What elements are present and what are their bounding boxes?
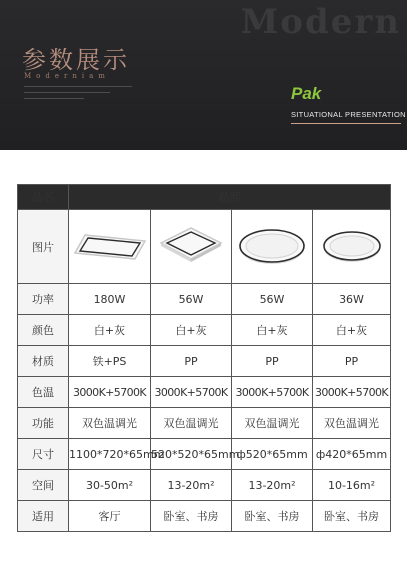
table-cell: 30-50m² <box>69 470 151 501</box>
table-cell: 13-20m² <box>151 470 232 501</box>
rectangular-ceiling-light-icon <box>73 228 147 266</box>
image-cell <box>313 210 391 284</box>
row-label: 空间 <box>18 470 69 501</box>
table-cell: 双色温调光 <box>69 408 151 439</box>
banner-watermark-text: Modern <box>240 2 401 42</box>
banner-divider <box>24 98 84 99</box>
row-label: 颜色 <box>18 315 69 346</box>
table-cell: 卧室、书房 <box>313 501 391 532</box>
table-cell: 10-16m² <box>313 470 391 501</box>
image-cell <box>232 210 313 284</box>
table-cell: 双色温调光 <box>313 408 391 439</box>
table-cell: 卧室、书房 <box>151 501 232 532</box>
table-cell: 3000K+5700K <box>151 377 232 408</box>
table-cell: 白+灰 <box>151 315 232 346</box>
row-label: 适用 <box>18 501 69 532</box>
image-cell <box>69 210 151 284</box>
table-cell: 3000K+5700K <box>69 377 151 408</box>
table-cell: 双色温调光 <box>151 408 232 439</box>
table-cell: ф520*65mm <box>232 439 313 470</box>
table-cell: 铁+PS <box>69 346 151 377</box>
banner-divider <box>24 92 110 93</box>
table-cell: 1100*720*65mm <box>69 439 151 470</box>
table-cell: 56W <box>151 284 232 315</box>
table-row-color <box>18 315 391 346</box>
round-ceiling-light-icon <box>237 226 307 268</box>
table-cell: 520*520*65mm <box>151 439 232 470</box>
table-row-image <box>18 210 391 284</box>
banner-subtitle: Moderniam <box>24 72 110 80</box>
table-row-power <box>18 284 391 315</box>
table-cell: PP <box>151 346 232 377</box>
row-label: 尺寸 <box>18 439 69 470</box>
table-cell: 白+灰 <box>232 315 313 346</box>
table-header-row <box>18 185 391 210</box>
table-row-color-temperature <box>18 377 391 408</box>
table-cell: 3000K+5700K <box>232 377 313 408</box>
table-row-size <box>18 439 391 470</box>
image-cell <box>151 210 232 284</box>
header-product-cell: 晶熙 <box>69 185 391 210</box>
row-label: 功能 <box>18 408 69 439</box>
table-cell: 白+灰 <box>313 315 391 346</box>
table-cell: 3000K+5700K <box>313 377 391 408</box>
page-title: 参数展示 <box>22 46 130 74</box>
brand-caption: SITUATIONAL PRESENTATION <box>291 110 406 119</box>
table-cell: ф420*65mm <box>313 439 391 470</box>
row-label: 功率 <box>18 284 69 315</box>
brand-underline <box>291 123 401 124</box>
square-ceiling-light-icon <box>159 226 223 268</box>
brand-logo: Pak <box>291 84 322 103</box>
parameter-table <box>17 184 391 532</box>
table-cell: 36W <box>313 284 391 315</box>
row-label: 图片 <box>18 210 69 284</box>
table-row-application <box>18 501 391 532</box>
table-cell: 卧室、书房 <box>232 501 313 532</box>
table-cell: 180W <box>69 284 151 315</box>
table-cell: 白+灰 <box>69 315 151 346</box>
table-cell: 56W <box>232 284 313 315</box>
table-cell: PP <box>313 346 391 377</box>
banner <box>0 0 407 150</box>
row-label: 色温 <box>18 377 69 408</box>
table-cell: PP <box>232 346 313 377</box>
table-row-material <box>18 346 391 377</box>
header-label-cell: 品名 <box>18 185 69 210</box>
table-row-function <box>18 408 391 439</box>
round-ceiling-light-small-icon <box>320 228 384 266</box>
table-cell: 双色温调光 <box>232 408 313 439</box>
row-label: 材质 <box>18 346 69 377</box>
table-cell: 客厅 <box>69 501 151 532</box>
table-cell: 13-20m² <box>232 470 313 501</box>
banner-divider <box>24 86 132 87</box>
table-row-space <box>18 470 391 501</box>
